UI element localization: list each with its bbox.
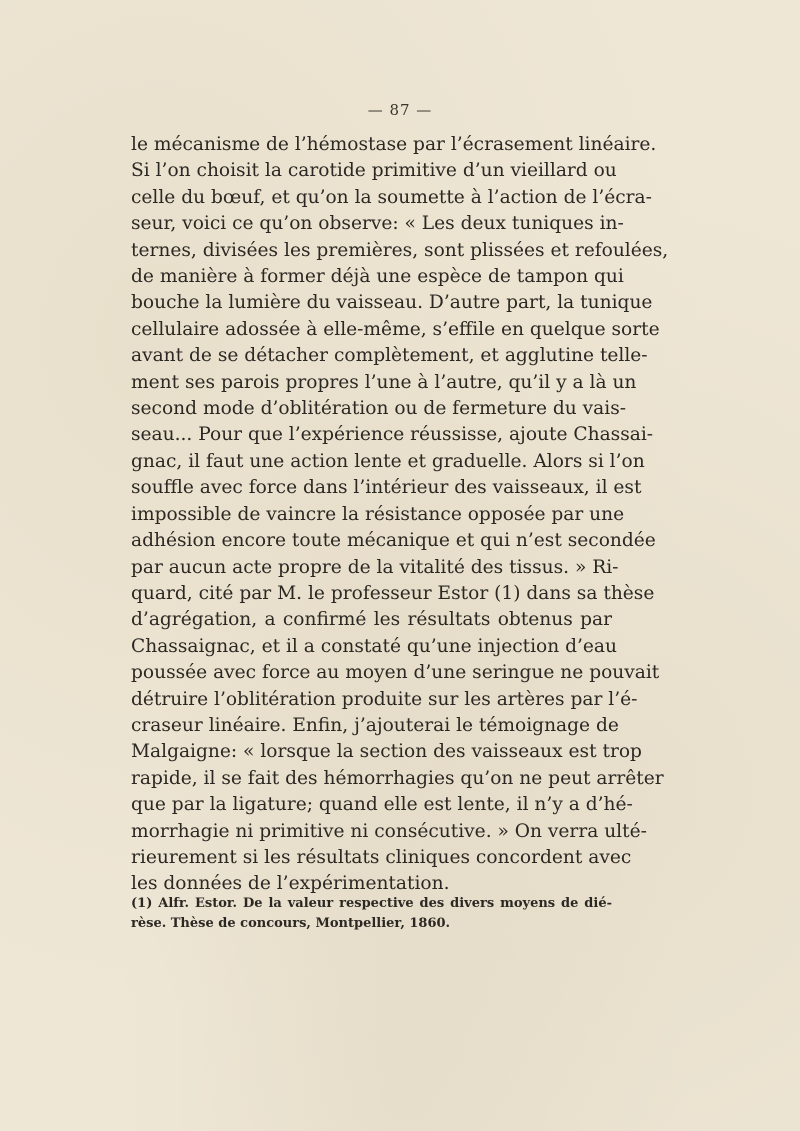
text-line: impossible de vaincre la résistance opposée par une	[131, 503, 625, 525]
text-line: celle du bœuf, et qu’on la soumette à l’action de l’écra-	[131, 186, 652, 208]
text-line: poussée avec force au moyen d’une seringue ne pouvait	[131, 662, 660, 684]
text-line: rapide, il se fait des hémorrhagies qu’on ne peut arrêter	[131, 767, 664, 789]
text-line: bouche la lumière du vaisseau. D’autre part, la tunique	[131, 292, 653, 314]
text-line: seur, voici ce qu’on observe: « Les deux tuniques in-	[131, 213, 624, 235]
footnote	[131, 894, 612, 934]
text-line: second mode d’oblitération ou de fermeture du vais-	[131, 398, 627, 420]
text-line: Chassaignac, et il a constaté qu’une injection d’eau	[131, 635, 617, 657]
text-line: gnac, il faut une action lente et graduelle. Alors si l’on	[131, 450, 645, 472]
text-line: rieurement si les résultats cliniques concordent avec	[131, 846, 632, 868]
text-line: le mécanisme de l’hémostase par l’écrasement linéaire.	[131, 134, 657, 155]
text-line: avant de se détacher complètement, et agglutine telle-	[131, 345, 648, 367]
footnote-line: (1) Alfr. Estor. De la valeur respective des divers moyens de dié-	[131, 896, 612, 911]
text-line: Si l’on choisit la carotide primitive d’un vieillard ou	[131, 160, 617, 182]
text-line: d’agrégation, a confirmé les résultats obtenus par	[131, 609, 612, 631]
text-line: seau... Pour que l’expérience réussisse, ajoute Chassai-	[131, 424, 654, 446]
text-line: craseur linéaire. Enfin, j’ajouterai le témoignage de	[131, 714, 619, 736]
text-line: ment ses parois propres l’une à l’autre, qu’il y a là un	[131, 371, 637, 393]
footnote-line: rèse. Thèse de concours, Montpellier, 1860.	[131, 916, 451, 931]
text-line: détruire l’oblitération produite sur les artères par l’é-	[131, 688, 638, 710]
text-line: de manière à former déjà une espèce de tampon qui	[131, 266, 624, 288]
page-number: — 87 —	[367, 101, 433, 119]
text-line: souffle avec force dans l’intérieur des vaisseaux, il est	[131, 477, 642, 499]
text-line: morrhagie ni primitive ni consécutive. » On verra ulté-	[131, 820, 647, 842]
text-line: que par la ligature; quand elle est lente, il n’y a d’hé-	[131, 794, 633, 816]
text-line: cellulaire adossée à elle-même, s’effile en quelque sorte	[131, 318, 660, 340]
text-line: Malgaigne: « lorsque la section des vaisseaux est trop	[131, 741, 642, 763]
text-line: adhésion encore toute mécanique et qui n’est secondée	[131, 530, 656, 552]
text-line: par aucun acte propre de la vitalité des tissus. » Ri-	[131, 556, 619, 578]
main-text	[131, 132, 669, 898]
text-line: quard, cité par M. le professeur Estor (1) dans sa thèse	[131, 582, 655, 604]
text-line: les données de l’expérimentation.	[131, 873, 450, 895]
text-line: ternes, divisées les premières, sont plissées et refoulées,	[131, 239, 669, 261]
